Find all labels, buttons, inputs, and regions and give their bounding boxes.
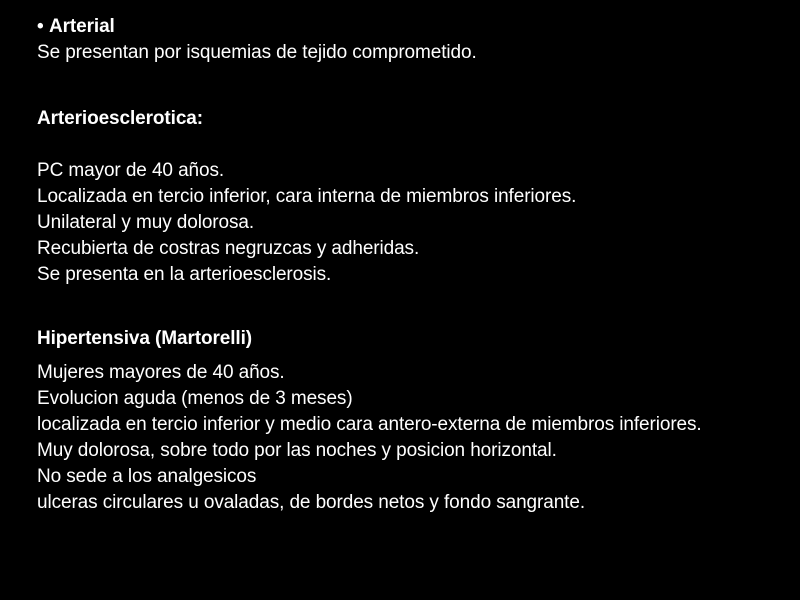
list-item: Localizada en tercio inferior, cara interna de miembros inferiores. <box>37 186 577 207</box>
list-item: Evolucion aguda (menos de 3 meses) <box>37 388 353 409</box>
arterioesclerotica-list <box>37 158 757 288</box>
list-item: Muy dolorosa, sobre todo por las noches y posicion horizontal. <box>37 440 557 461</box>
hipertensiva-list <box>37 360 757 516</box>
arterioesclerotica-title: Arterioesclerotica: <box>37 108 204 129</box>
list-item: Recubierta de costras negruzcas y adheridas. <box>37 238 420 259</box>
list-item: No sede a los analgesicos <box>37 466 257 487</box>
arterial-title: Arterial <box>49 16 115 37</box>
hipertensiva-title: Hipertensiva (Martorelli) <box>37 328 252 349</box>
bullet-icon: • <box>37 16 44 37</box>
list-item: PC mayor de 40 años. <box>37 160 225 181</box>
list-item: ulceras circulares u ovaladas, de bordes netos y fondo sangrante. <box>37 492 585 513</box>
list-item: Mujeres mayores de 40 años. <box>37 362 285 383</box>
arterial-description: Se presentan por isquemias de tejido comprometido. <box>37 42 477 63</box>
slide-content <box>37 14 757 516</box>
list-item: Unilateral y muy dolorosa. <box>37 212 255 233</box>
list-item: Se presenta en la arterioesclerosis. <box>37 264 332 285</box>
arterial-heading <box>37 14 757 40</box>
list-item: localizada en tercio inferior y medio cara antero-externa de miembros inferiores. <box>37 414 702 435</box>
